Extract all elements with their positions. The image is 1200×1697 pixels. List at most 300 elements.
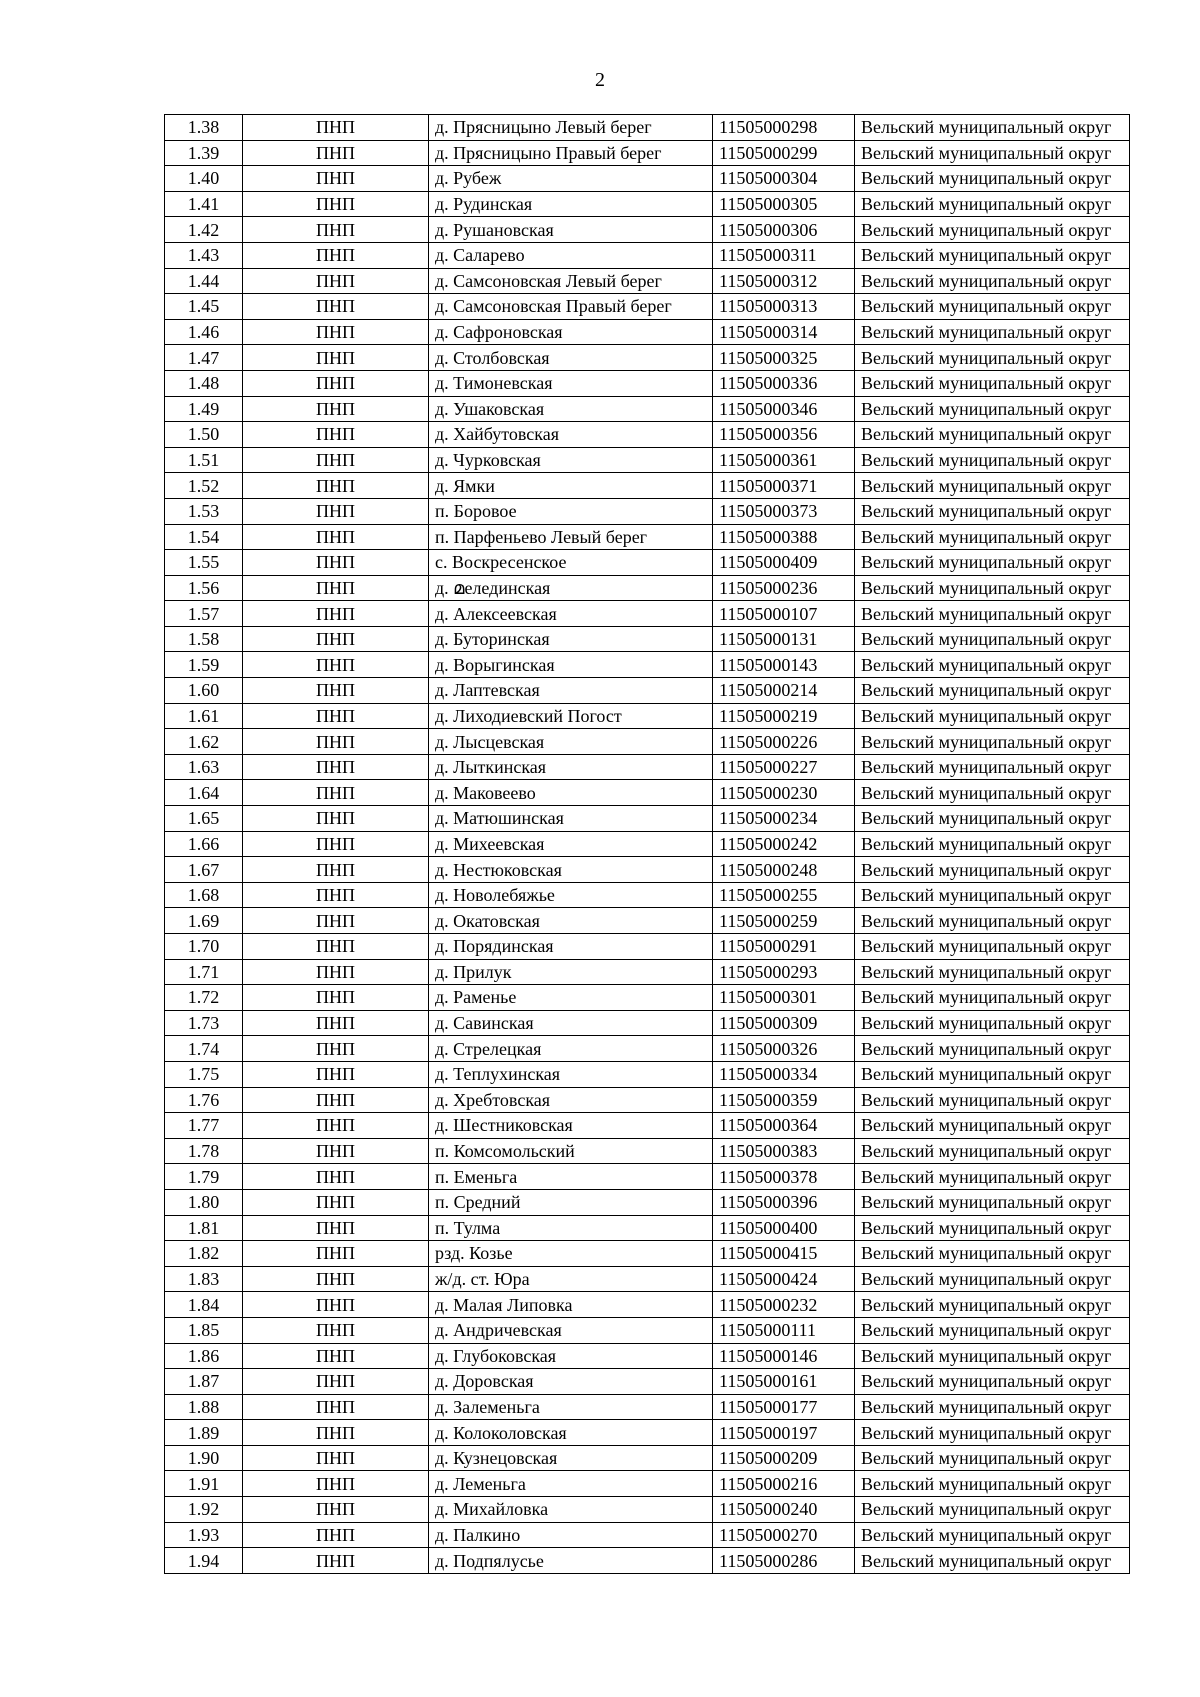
settlement-name-cell: д. Ворыгинская	[429, 652, 713, 678]
district-name-cell: Вельский муниципальный округ	[855, 652, 1130, 678]
table-row	[165, 524, 1130, 550]
settlement-name-cell: д. Буторинская	[429, 626, 713, 652]
district-name-cell: Вельский муниципальный округ	[855, 1189, 1130, 1215]
row-number-cell: 1.52	[165, 473, 243, 499]
district-name-cell: Вельский муниципальный округ	[855, 1471, 1130, 1497]
settlement-name-cell: д. Столбовская	[429, 345, 713, 371]
point-type-cell: ПНП	[243, 422, 429, 448]
row-number-cell: 1.86	[165, 1343, 243, 1369]
oktmo-code-cell: 11505000313	[713, 294, 855, 320]
district-name-cell: Вельский муниципальный округ	[855, 1010, 1130, 1036]
point-type-cell: ПНП	[243, 1317, 429, 1343]
district-name-cell: Вельский муниципальный округ	[855, 1138, 1130, 1164]
point-type-cell: ПНП	[243, 575, 429, 601]
settlement-name-cell: д. Прясницыно Левый берег	[429, 115, 713, 141]
point-type-cell: ПНП	[243, 1164, 429, 1190]
row-number-cell: 1.80	[165, 1189, 243, 1215]
district-name-cell: Вельский муниципальный округ	[855, 319, 1130, 345]
point-type-cell: ПНП	[243, 242, 429, 268]
point-type-cell: ПНП	[243, 268, 429, 294]
district-name-cell: Вельский муниципальный округ	[855, 191, 1130, 217]
row-number-cell: 1.72	[165, 985, 243, 1011]
oktmo-code-cell: 11505000230	[713, 780, 855, 806]
district-name-cell: Вельский муниципальный округ	[855, 1343, 1130, 1369]
table-row	[165, 422, 1130, 448]
settlement-name-cell: п. Парфеньево Левый берег	[429, 524, 713, 550]
oktmo-code-cell: 11505000216	[713, 1471, 855, 1497]
table-row	[165, 780, 1130, 806]
oktmo-code-cell: 11505000293	[713, 959, 855, 985]
settlement-name-cell: д. Лиходиевский Погост	[429, 703, 713, 729]
oktmo-code-cell: 11505000299	[713, 140, 855, 166]
table-row	[165, 498, 1130, 524]
table-row	[165, 882, 1130, 908]
district-name-cell: Вельский муниципальный округ	[855, 1061, 1130, 1087]
settlement-name-cell: п. Средний	[429, 1189, 713, 1215]
table-row	[165, 908, 1130, 934]
point-type-cell: ПНП	[243, 1471, 429, 1497]
point-type-cell: ПНП	[243, 985, 429, 1011]
row-number-cell: 1.92	[165, 1497, 243, 1523]
oktmo-code-cell: 11505000361	[713, 447, 855, 473]
district-name-cell: Вельский муниципальный округ	[855, 1266, 1130, 1292]
settlement-name-cell: д. Самсоновская Левый берег	[429, 268, 713, 294]
oktmo-code-cell: 11505000291	[713, 934, 855, 960]
settlement-name-cell: д. Раменье	[429, 985, 713, 1011]
point-type-cell: ПНП	[243, 959, 429, 985]
oktmo-code-cell: 11505000400	[713, 1215, 855, 1241]
row-number-cell: 1.55	[165, 550, 243, 576]
district-name-cell: Вельский муниципальный округ	[855, 1420, 1130, 1446]
point-type-cell: ПНП	[243, 294, 429, 320]
oktmo-code-cell: 11505000227	[713, 754, 855, 780]
table-row	[165, 1087, 1130, 1113]
settlement-name-cell: д. Чурковская	[429, 447, 713, 473]
district-name-cell: Вельский муниципальный округ	[855, 882, 1130, 908]
table-row	[165, 1113, 1130, 1139]
district-name-cell: Вельский муниципальный округ	[855, 166, 1130, 192]
row-number-cell: 1.64	[165, 780, 243, 806]
oktmo-code-cell: 11505000373	[713, 498, 855, 524]
oktmo-code-cell: 11505000424	[713, 1266, 855, 1292]
point-type-cell: ПНП	[243, 370, 429, 396]
oktmo-code-cell: 11505000371	[713, 473, 855, 499]
settlement-name-cell: д. Савинская	[429, 1010, 713, 1036]
point-type-cell: ПНП	[243, 447, 429, 473]
point-type-cell: ПНП	[243, 652, 429, 678]
district-name-cell: Вельский муниципальный округ	[855, 1497, 1130, 1523]
table-row	[165, 959, 1130, 985]
point-type-cell: ПНП	[243, 1343, 429, 1369]
table-row	[165, 1343, 1130, 1369]
district-name-cell: Вельский муниципальный округ	[855, 959, 1130, 985]
page-number: 2	[595, 69, 605, 91]
oktmo-code-cell: 11505000255	[713, 882, 855, 908]
row-number-cell: 1.62	[165, 729, 243, 755]
point-type-cell: ПНП	[243, 1061, 429, 1087]
oktmo-code-cell: 11505000326	[713, 1036, 855, 1062]
table-row	[165, 1292, 1130, 1318]
row-number-cell: 1.40	[165, 166, 243, 192]
settlement-name-cell: д. Залеменьга	[429, 1394, 713, 1420]
table-row	[165, 1317, 1130, 1343]
table-row	[165, 396, 1130, 422]
table-row	[165, 1471, 1130, 1497]
settlement-name-cell: д. Новолебяжье	[429, 882, 713, 908]
settlement-name-cell: д. Михеевская	[429, 831, 713, 857]
row-number-cell: 1.70	[165, 934, 243, 960]
point-type-cell: ПНП	[243, 908, 429, 934]
settlement-name-cell: д. Маковеево	[429, 780, 713, 806]
row-number-cell: 1.91	[165, 1471, 243, 1497]
district-name-cell: Вельский муниципальный округ	[855, 1113, 1130, 1139]
district-name-cell: Вельский муниципальный округ	[855, 242, 1130, 268]
point-type-cell: ПНП	[243, 1445, 429, 1471]
table-row	[165, 729, 1130, 755]
row-number-cell: 1.76	[165, 1087, 243, 1113]
district-name-cell: Вельский муниципальный округ	[855, 1036, 1130, 1062]
table-row	[165, 601, 1130, 627]
settlement-name-cell: д. Порядинская	[429, 934, 713, 960]
point-type-cell: ПНП	[243, 319, 429, 345]
district-name-cell: Вельский муниципальный округ	[855, 754, 1130, 780]
table-row	[165, 1189, 1130, 1215]
district-name-cell: Вельский муниципальный округ	[855, 396, 1130, 422]
oktmo-code-cell: 11505000415	[713, 1241, 855, 1267]
point-type-cell: ПНП	[243, 550, 429, 576]
settlement-name-cell: д. Окатовская	[429, 908, 713, 934]
point-type-cell: ПНП	[243, 524, 429, 550]
oktmo-code-cell: 11505000301	[713, 985, 855, 1011]
point-type-cell: ПНП	[243, 934, 429, 960]
settlement-name-cell: с. Воскресенское	[429, 550, 713, 576]
row-number-cell: 1.60	[165, 678, 243, 704]
oktmo-code-cell: 11505000177	[713, 1394, 855, 1420]
table-row	[165, 1010, 1130, 1036]
settlement-name-cell: д. Хребтовская	[429, 1087, 713, 1113]
row-number-cell: 1.56	[165, 575, 243, 601]
settlement-name-cell: рзд. Козье	[429, 1241, 713, 1267]
district-name-cell: Вельский муниципальный округ	[855, 1522, 1130, 1548]
row-number-cell: 1.41	[165, 191, 243, 217]
point-type-cell: ПНП	[243, 703, 429, 729]
table-row	[165, 1164, 1130, 1190]
row-number-cell: 1.42	[165, 217, 243, 243]
district-name-cell: Вельский муниципальный округ	[855, 447, 1130, 473]
district-name-cell: Вельский муниципальный округ	[855, 908, 1130, 934]
settlement-name-cell: д. Самсоновская Правый берег	[429, 294, 713, 320]
point-type-cell: ПНП	[243, 498, 429, 524]
district-name-cell: Вельский муниципальный округ	[855, 140, 1130, 166]
row-number-cell: 1.85	[165, 1317, 243, 1343]
table-row	[165, 115, 1130, 141]
point-type-cell: ПНП	[243, 1241, 429, 1267]
settlement-name-cell: д. Кузнецовская	[429, 1445, 713, 1471]
point-type-cell: ПНП	[243, 678, 429, 704]
row-number-cell: 1.61	[165, 703, 243, 729]
table-row	[165, 575, 1130, 601]
settlement-name-cell: д. Палкино	[429, 1522, 713, 1548]
row-number-cell: 1.47	[165, 345, 243, 371]
district-name-cell: Вельский муниципальный округ	[855, 473, 1130, 499]
settlement-name-cell: д. മелединская	[429, 575, 713, 601]
table-row	[165, 806, 1130, 832]
row-number-cell: 1.66	[165, 831, 243, 857]
oktmo-code-cell: 11505000240	[713, 1497, 855, 1523]
table-row	[165, 985, 1130, 1011]
settlement-name-cell: д. Малая Липовка	[429, 1292, 713, 1318]
district-name-cell: Вельский муниципальный округ	[855, 857, 1130, 883]
settlement-name-cell: п. Тулма	[429, 1215, 713, 1241]
settlement-name-cell: д. Ямки	[429, 473, 713, 499]
point-type-cell: ПНП	[243, 396, 429, 422]
settlement-name-cell: д. Глубоковская	[429, 1343, 713, 1369]
oktmo-code-cell: 11505000234	[713, 806, 855, 832]
settlement-name-cell: п. Еменьга	[429, 1164, 713, 1190]
point-type-cell: ПНП	[243, 115, 429, 141]
point-type-cell: ПНП	[243, 729, 429, 755]
oktmo-code-cell: 11505000346	[713, 396, 855, 422]
oktmo-code-cell: 11505000378	[713, 1164, 855, 1190]
district-name-cell: Вельский муниципальный округ	[855, 498, 1130, 524]
settlement-name-cell: д. Ушаковская	[429, 396, 713, 422]
point-type-cell: ПНП	[243, 882, 429, 908]
oktmo-code-cell: 11505000359	[713, 1087, 855, 1113]
table-row	[165, 294, 1130, 320]
row-number-cell: 1.79	[165, 1164, 243, 1190]
point-type-cell: ПНП	[243, 1548, 429, 1574]
settlement-name-cell: д. Алексеевская	[429, 601, 713, 627]
row-number-cell: 1.82	[165, 1241, 243, 1267]
oktmo-code-cell: 11505000161	[713, 1369, 855, 1395]
row-number-cell: 1.89	[165, 1420, 243, 1446]
row-number-cell: 1.90	[165, 1445, 243, 1471]
row-number-cell: 1.73	[165, 1010, 243, 1036]
point-type-cell: ПНП	[243, 1266, 429, 1292]
oktmo-code-cell: 11505000286	[713, 1548, 855, 1574]
table-row	[165, 550, 1130, 576]
row-number-cell: 1.53	[165, 498, 243, 524]
table-row	[165, 626, 1130, 652]
row-number-cell: 1.58	[165, 626, 243, 652]
oktmo-code-cell: 11505000383	[713, 1138, 855, 1164]
oktmo-code-cell: 11505000146	[713, 1343, 855, 1369]
row-number-cell: 1.54	[165, 524, 243, 550]
district-name-cell: Вельский муниципальный округ	[855, 268, 1130, 294]
oktmo-code-cell: 11505000236	[713, 575, 855, 601]
table-row	[165, 166, 1130, 192]
district-name-cell: Вельский муниципальный округ	[855, 575, 1130, 601]
row-number-cell: 1.93	[165, 1522, 243, 1548]
point-type-cell: ПНП	[243, 601, 429, 627]
row-number-cell: 1.87	[165, 1369, 243, 1395]
district-name-cell: Вельский муниципальный округ	[855, 345, 1130, 371]
oktmo-code-cell: 11505000304	[713, 166, 855, 192]
point-type-cell: ПНП	[243, 1369, 429, 1395]
table-row	[165, 140, 1130, 166]
settlement-name-cell: д. Нестюковская	[429, 857, 713, 883]
row-number-cell: 1.43	[165, 242, 243, 268]
oktmo-code-cell: 11505000298	[713, 115, 855, 141]
oktmo-code-cell: 11505000107	[713, 601, 855, 627]
table-row	[165, 652, 1130, 678]
table-row	[165, 370, 1130, 396]
row-number-cell: 1.83	[165, 1266, 243, 1292]
table-row	[165, 1369, 1130, 1395]
point-type-cell: ПНП	[243, 857, 429, 883]
row-number-cell: 1.88	[165, 1394, 243, 1420]
table-row	[165, 678, 1130, 704]
district-name-cell: Вельский муниципальный округ	[855, 550, 1130, 576]
settlement-name-cell: д. Доровская	[429, 1369, 713, 1395]
point-type-cell: ПНП	[243, 1138, 429, 1164]
row-number-cell: 1.51	[165, 447, 243, 473]
oktmo-code-cell: 11505000232	[713, 1292, 855, 1318]
point-type-cell: ПНП	[243, 754, 429, 780]
table-row	[165, 345, 1130, 371]
oktmo-code-cell: 11505000209	[713, 1445, 855, 1471]
settlement-name-cell: д. Лаптевская	[429, 678, 713, 704]
district-name-cell: Вельский муниципальный округ	[855, 1241, 1130, 1267]
point-type-cell: ПНП	[243, 345, 429, 371]
table-row	[165, 1266, 1130, 1292]
point-type-cell: ПНП	[243, 1522, 429, 1548]
district-name-cell: Вельский муниципальный округ	[855, 294, 1130, 320]
district-name-cell: Вельский муниципальный округ	[855, 1164, 1130, 1190]
oktmo-code-cell: 11505000325	[713, 345, 855, 371]
district-name-cell: Вельский муниципальный округ	[855, 1445, 1130, 1471]
district-name-cell: Вельский муниципальный округ	[855, 370, 1130, 396]
row-number-cell: 1.94	[165, 1548, 243, 1574]
table-row	[165, 1215, 1130, 1241]
oktmo-code-cell: 11505000409	[713, 550, 855, 576]
oktmo-code-cell: 11505000314	[713, 319, 855, 345]
settlement-name-cell: п. Комсомольский	[429, 1138, 713, 1164]
district-name-cell: Вельский муниципальный округ	[855, 217, 1130, 243]
row-number-cell: 1.78	[165, 1138, 243, 1164]
row-number-cell: 1.48	[165, 370, 243, 396]
table-row	[165, 1548, 1130, 1574]
row-number-cell: 1.81	[165, 1215, 243, 1241]
point-type-cell: ПНП	[243, 140, 429, 166]
settlement-name-cell: п. Боровое	[429, 498, 713, 524]
row-number-cell: 1.65	[165, 806, 243, 832]
table-row	[165, 1061, 1130, 1087]
table-row	[165, 217, 1130, 243]
settlement-name-cell: д. Михайловка	[429, 1497, 713, 1523]
table-row	[165, 831, 1130, 857]
row-number-cell: 1.49	[165, 396, 243, 422]
point-type-cell: ПНП	[243, 217, 429, 243]
district-name-cell: Вельский муниципальный округ	[855, 1292, 1130, 1318]
district-name-cell: Вельский муниципальный округ	[855, 780, 1130, 806]
table-row	[165, 268, 1130, 294]
settlement-name-cell: д. Теплухинская	[429, 1061, 713, 1087]
oktmo-code-cell: 11505000143	[713, 652, 855, 678]
table-row	[165, 319, 1130, 345]
oktmo-code-cell: 11505000306	[713, 217, 855, 243]
oktmo-code-cell: 11505000388	[713, 524, 855, 550]
row-number-cell: 1.67	[165, 857, 243, 883]
row-number-cell: 1.38	[165, 115, 243, 141]
point-type-cell: ПНП	[243, 831, 429, 857]
oktmo-code-cell: 11505000312	[713, 268, 855, 294]
point-type-cell: ПНП	[243, 166, 429, 192]
row-number-cell: 1.84	[165, 1292, 243, 1318]
settlement-name-cell: д. Прясницыно Правый берег	[429, 140, 713, 166]
point-type-cell: ПНП	[243, 191, 429, 217]
oktmo-code-cell: 11505000309	[713, 1010, 855, 1036]
point-type-cell: ПНП	[243, 1113, 429, 1139]
row-number-cell: 1.46	[165, 319, 243, 345]
settlement-name-cell: д. Тимоневская	[429, 370, 713, 396]
row-number-cell: 1.63	[165, 754, 243, 780]
oktmo-code-cell: 11505000396	[713, 1189, 855, 1215]
point-type-cell: ПНП	[243, 1497, 429, 1523]
oktmo-code-cell: 11505000311	[713, 242, 855, 268]
settlement-name-cell: д. Лысцевская	[429, 729, 713, 755]
district-name-cell: Вельский муниципальный округ	[855, 1215, 1130, 1241]
district-name-cell: Вельский муниципальный округ	[855, 831, 1130, 857]
settlement-name-cell: д. Прилук	[429, 959, 713, 985]
district-name-cell: Вельский муниципальный округ	[855, 1394, 1130, 1420]
district-name-cell: Вельский муниципальный округ	[855, 422, 1130, 448]
settlement-name-cell: д. Саларево	[429, 242, 713, 268]
table-row	[165, 242, 1130, 268]
oktmo-code-cell: 11505000336	[713, 370, 855, 396]
oktmo-code-cell: 11505000111	[713, 1317, 855, 1343]
row-number-cell: 1.68	[165, 882, 243, 908]
district-name-cell: Вельский муниципальный округ	[855, 678, 1130, 704]
table-row	[165, 1420, 1130, 1446]
settlement-name-cell: д. Шестниковская	[429, 1113, 713, 1139]
table-row	[165, 703, 1130, 729]
district-name-cell: Вельский муниципальный округ	[855, 626, 1130, 652]
settlement-name-cell: д. Лыткинская	[429, 754, 713, 780]
settlement-name-cell: д. Рудинская	[429, 191, 713, 217]
oktmo-code-cell: 11505000334	[713, 1061, 855, 1087]
district-name-cell: Вельский муниципальный округ	[855, 806, 1130, 832]
oktmo-code-cell: 11505000214	[713, 678, 855, 704]
settlement-name-cell: д. Сафроновская	[429, 319, 713, 345]
settlement-table	[164, 114, 1130, 1574]
oktmo-code-cell: 11505000226	[713, 729, 855, 755]
point-type-cell: ПНП	[243, 1189, 429, 1215]
row-number-cell: 1.39	[165, 140, 243, 166]
district-name-cell: Вельский муниципальный округ	[855, 729, 1130, 755]
row-number-cell: 1.59	[165, 652, 243, 678]
district-name-cell: Вельский муниципальный округ	[855, 524, 1130, 550]
district-name-cell: Вельский муниципальный округ	[855, 1317, 1130, 1343]
table-row	[165, 473, 1130, 499]
settlement-name-cell: д. Стрелецкая	[429, 1036, 713, 1062]
district-name-cell: Вельский муниципальный округ	[855, 985, 1130, 1011]
table-row	[165, 1445, 1130, 1471]
point-type-cell: ПНП	[243, 473, 429, 499]
settlement-name-cell: ж/д. ст. Юра	[429, 1266, 713, 1292]
point-type-cell: ПНП	[243, 626, 429, 652]
oktmo-code-cell: 11505000131	[713, 626, 855, 652]
oktmo-code-cell: 11505000248	[713, 857, 855, 883]
row-number-cell: 1.69	[165, 908, 243, 934]
district-name-cell: Вельский муниципальный округ	[855, 115, 1130, 141]
district-name-cell: Вельский муниципальный округ	[855, 934, 1130, 960]
table-row	[165, 1036, 1130, 1062]
point-type-cell: ПНП	[243, 1215, 429, 1241]
row-number-cell: 1.50	[165, 422, 243, 448]
settlement-name-cell: д. Колоколовская	[429, 1420, 713, 1446]
settlement-name-cell: д. Андричевская	[429, 1317, 713, 1343]
